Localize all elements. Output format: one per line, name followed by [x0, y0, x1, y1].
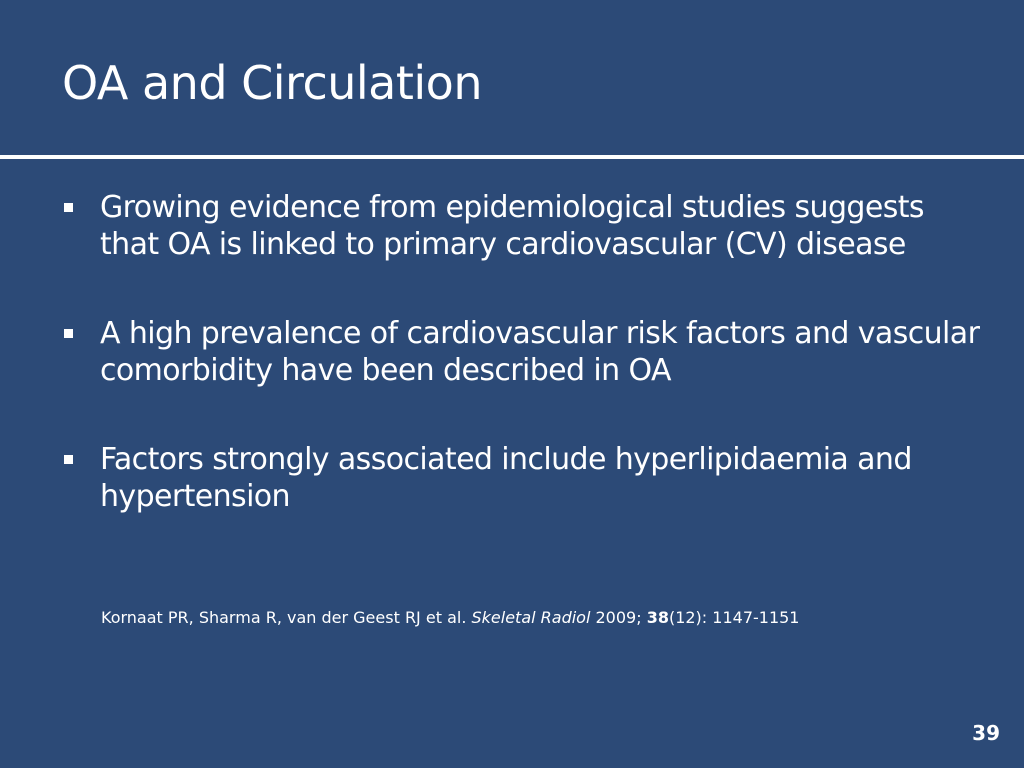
citation-authors: Kornaat PR, Sharma R, van der Geest RJ et al. — [101, 608, 472, 627]
bullet-text: Factors strongly associated include hyperlipidaemia and hypertension — [100, 442, 912, 514]
bullet-list — [62, 189, 982, 515]
citation — [101, 608, 799, 628]
title-divider — [0, 155, 1024, 159]
slide-title: OA and Circulation — [62, 56, 482, 110]
square-bullet-icon — [64, 203, 73, 212]
bullet-item — [62, 315, 982, 389]
bullet-item — [62, 189, 982, 263]
bullet-item — [62, 441, 982, 515]
square-bullet-icon — [64, 329, 73, 338]
bullet-text: A high prevalence of cardiovascular risk factors and vascular comorbidity have been described in OA — [100, 316, 980, 388]
citation-journal: Skeletal Radiol — [471, 608, 591, 627]
citation-year: 2009; — [590, 608, 647, 627]
bullet-text: Growing evidence from epidemiological studies suggests that OA is linked to primary cardiovascular (CV) disease — [100, 190, 924, 262]
page-number: 39 — [972, 721, 1000, 745]
citation-issue-pages: (12): 1147-1151 — [668, 608, 800, 627]
citation-volume: 38 — [646, 608, 669, 627]
square-bullet-icon — [64, 455, 73, 464]
